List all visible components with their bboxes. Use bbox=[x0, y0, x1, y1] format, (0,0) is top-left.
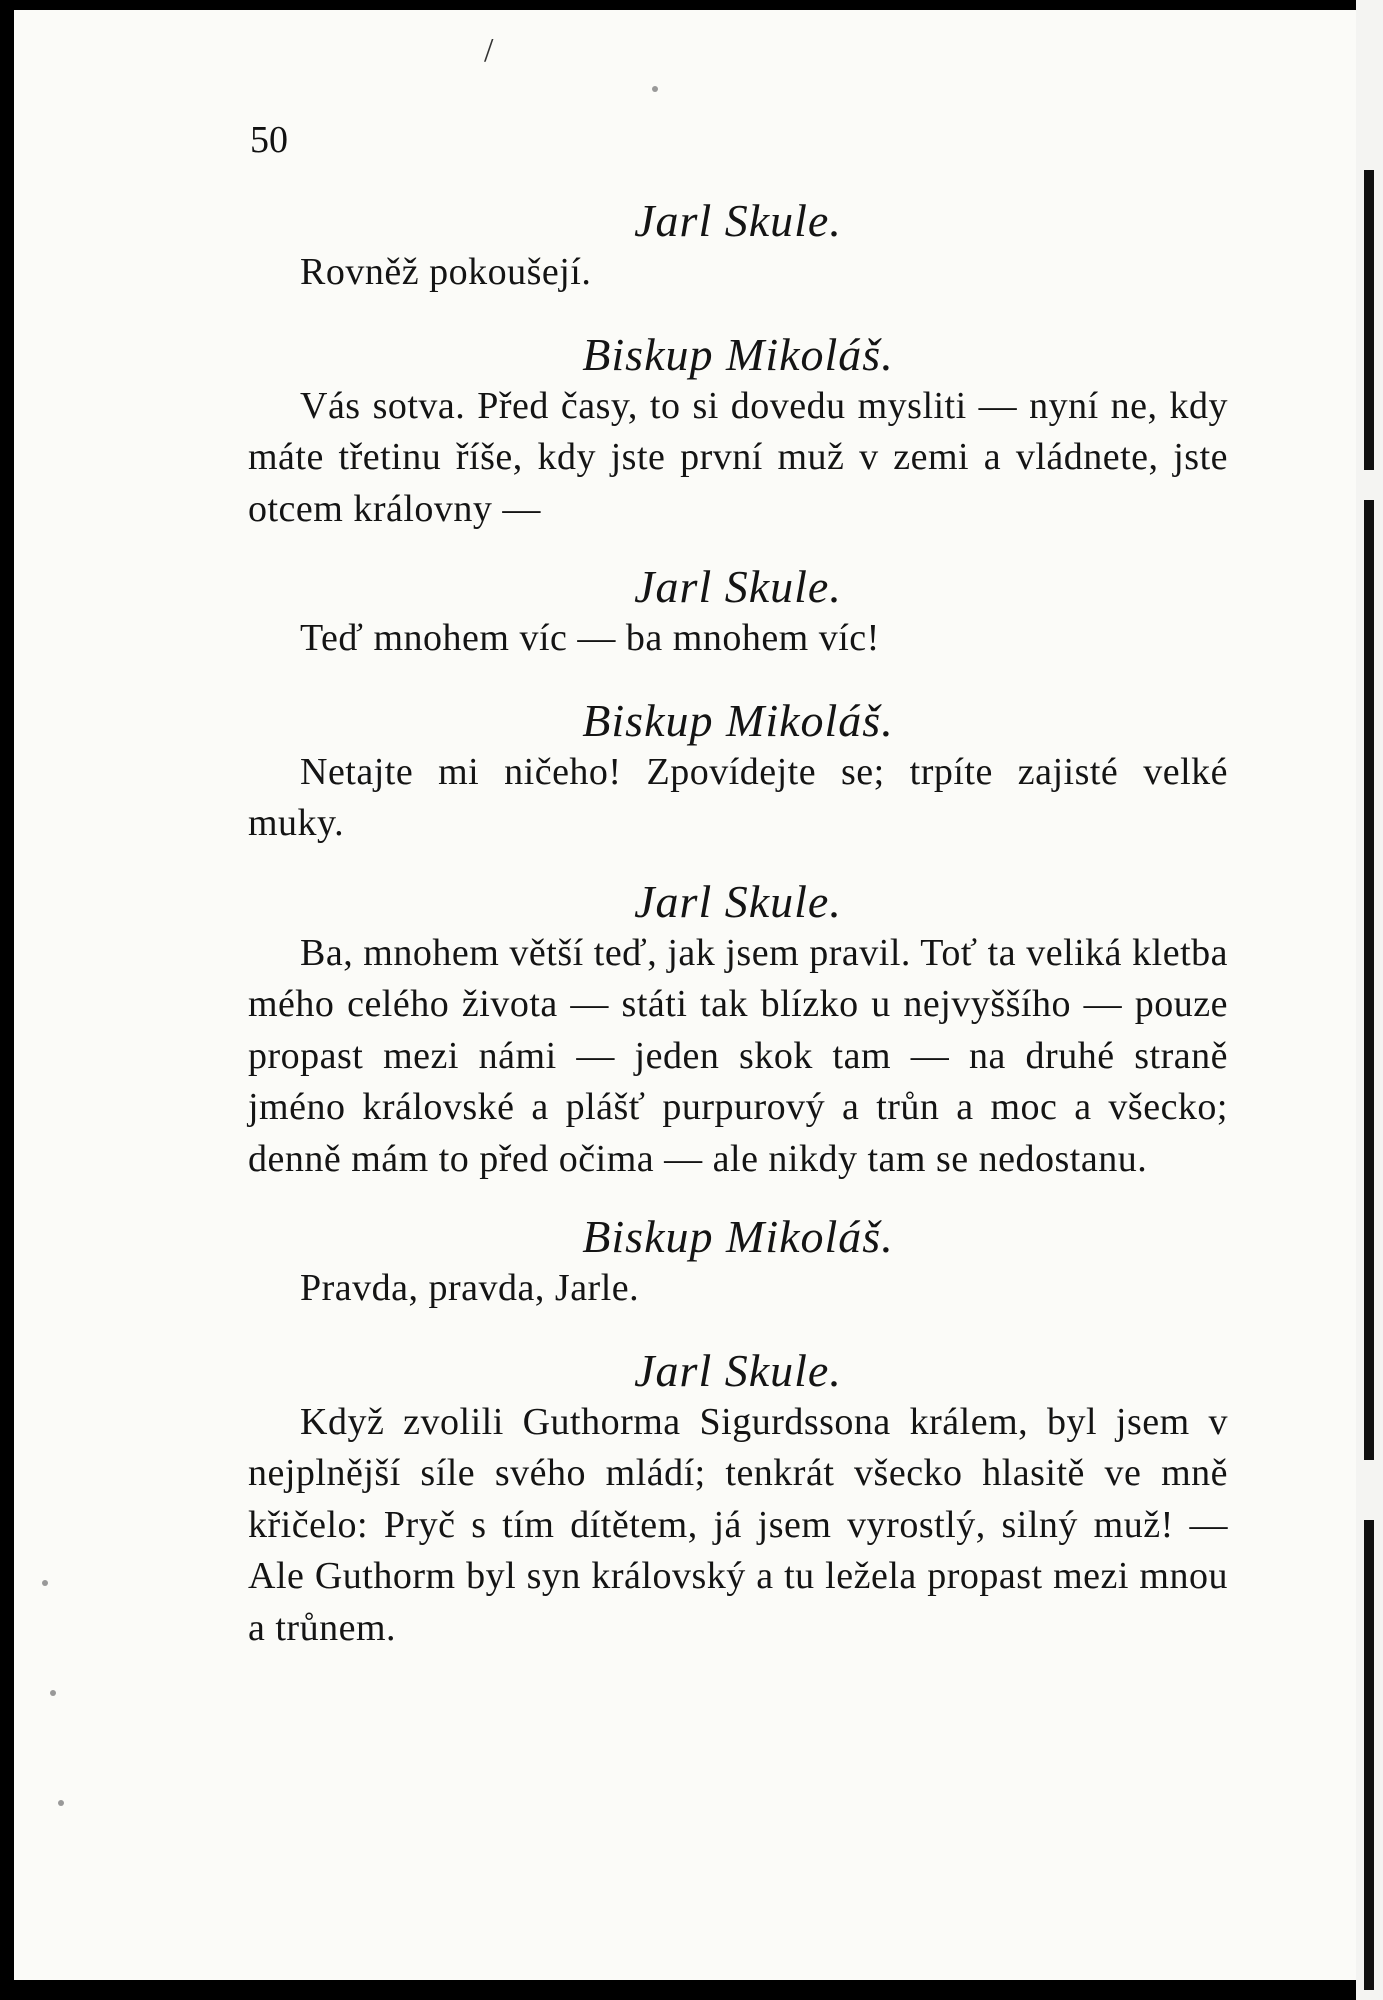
speck bbox=[50, 1690, 56, 1696]
speaker-name: Jarl Skule. bbox=[634, 195, 842, 246]
speaker-name: Jarl Skule. bbox=[634, 1344, 842, 1396]
speech-text: Netajte mi ničeho! Zpovídejte se; trpíte zajisté velké muky. bbox=[248, 750, 1228, 844]
page-edge-shadow bbox=[1364, 1520, 1374, 1990]
speck bbox=[42, 1580, 48, 1586]
page-edge-shadow bbox=[1364, 170, 1374, 470]
speech-text: Teď mnohem víc — ba mnohem víc! bbox=[300, 617, 880, 659]
speech-text: Když zvolili Guthorma Sigurdssona králem, byl jsem v nejplnější síle svého mládí; tenkrát všecko hlasitě ve mně křičelo: Pryč s tím dítětem, já jsem vyrostlý, silný muž! — Ale Guthorm byl syn královský a tu ležela propast mezi mnou a trůnem. bbox=[248, 1400, 1228, 1649]
speech-text: Rovněž pokoušejí. bbox=[300, 251, 592, 293]
speaker-name: Biskup Mikoláš. bbox=[582, 694, 894, 746]
speck bbox=[652, 86, 658, 92]
speaker-name: Jarl Skule. bbox=[634, 561, 842, 612]
speech-text: Vás sotva. Před časy, to si dovedu mysliti — nyní ne, kdy máte třetinu říše, kdy jste první muž v zemi a vládnete, jste otcem královny — bbox=[248, 384, 1228, 530]
pencil-mark: / bbox=[484, 32, 494, 69]
speaker-name: Biskup Mikoláš. bbox=[582, 328, 894, 380]
speaker-name: Jarl Skule. bbox=[634, 875, 842, 927]
speech-text: Pravda, pravda, Jarle. bbox=[300, 1267, 640, 1309]
page-edge-shadow bbox=[1364, 500, 1374, 1070]
play-text bbox=[248, 195, 1228, 1680]
speech-text: Ba, mnohem větší teď, jak jsem pravil. Toť ta veliká kletba mého celého života — státi tak blízko u nejvyššího — pouze propast mezi námi — jeden skok tam — na druhé straně jméno královské a plášť purpurový a trůn a moc a všecko; denně mám to před očima — ale nikdy tam se nedostanu. bbox=[248, 931, 1228, 1180]
page-edge-shadow bbox=[1364, 1040, 1374, 1460]
speaker-name: Biskup Mikoláš. bbox=[582, 1211, 894, 1262]
page-number: 50 bbox=[250, 119, 288, 161]
speck bbox=[58, 1800, 64, 1806]
